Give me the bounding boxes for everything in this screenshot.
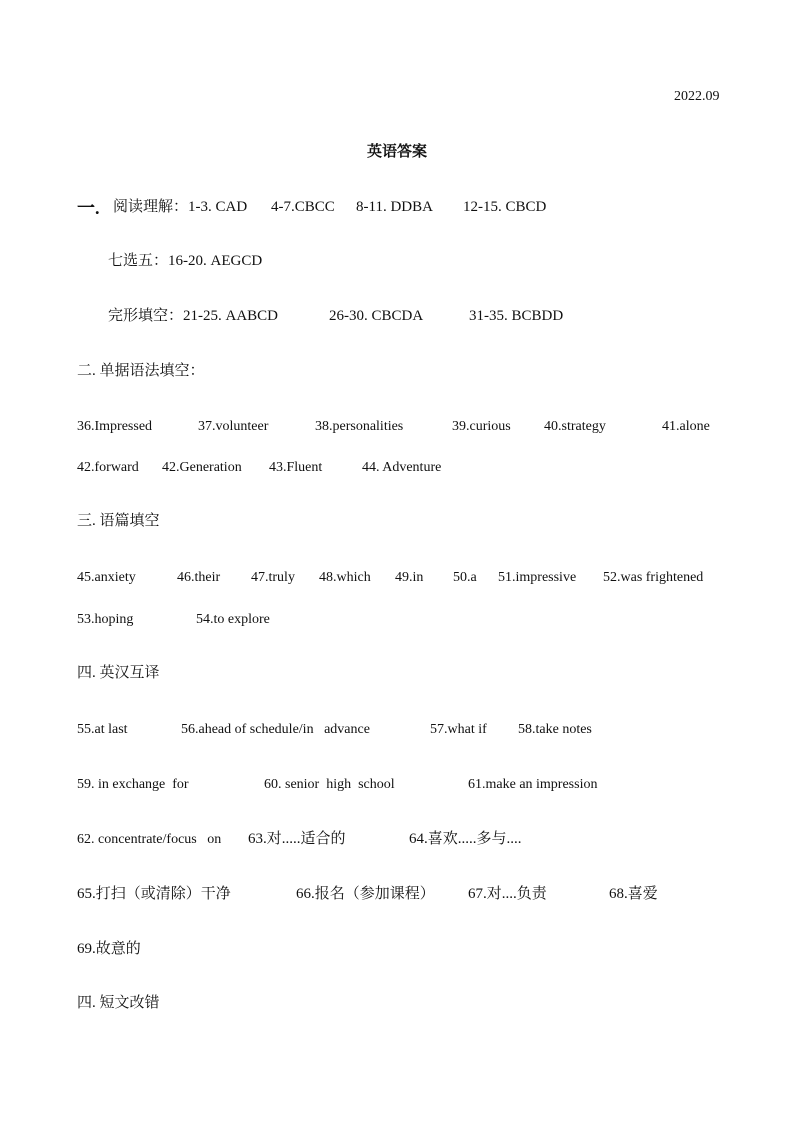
answer-item: 54.to explore	[196, 612, 270, 627]
reading-answers-1: 阅读理解：1-3. CAD	[113, 199, 248, 215]
answer-item: 66.报名（参加课程）	[296, 886, 435, 902]
answer-item: 62. concentrate/focus on	[77, 832, 222, 847]
reading-answers-4: 12-15. CBCD	[463, 199, 547, 215]
answer-item: 59. in exchange for	[77, 777, 189, 792]
answer-item: 64.喜欢.....多与....	[409, 831, 522, 847]
answer-item: 69.故意的	[77, 941, 141, 957]
answer-item: 51.impressive	[498, 570, 577, 585]
answer-item: 37.volunteer	[198, 419, 269, 434]
answer-item: 50.a	[453, 570, 477, 585]
answer-item: 60. senior high school	[264, 777, 395, 792]
cloze-answers-1: 完形填空：21-25. AABCD	[108, 308, 279, 324]
answer-item: 43.Fluent	[269, 460, 323, 475]
answer-item: 42.forward	[77, 460, 139, 475]
answer-item: 68.喜爱	[609, 886, 658, 902]
seven-choose-five-answers: 七选五：16-20. AEGCD	[108, 253, 263, 269]
answer-item: 47.truly	[251, 570, 295, 585]
answer-item: 49.in	[395, 570, 424, 585]
answer-item: 63.对.....适合的	[248, 831, 346, 847]
section-1-number: 一.	[77, 198, 100, 218]
section-3-heading: 三. 语篇填空	[77, 513, 160, 529]
answer-item: 36.Impressed	[77, 419, 153, 434]
document-date: 2022.09	[674, 89, 720, 104]
answer-item: 56.ahead of schedule/in advance	[181, 722, 370, 737]
answer-item: 42.Generation	[162, 460, 242, 475]
cloze-answers-3: 31-35. BCBDD	[469, 308, 564, 324]
answer-item: 52.was frightened	[603, 570, 704, 585]
answer-item: 40.strategy	[544, 419, 606, 434]
answer-item: 61.make an impression	[468, 777, 598, 792]
section-5-heading: 四. 短文改错	[77, 995, 160, 1011]
answer-item: 58.take notes	[518, 722, 592, 737]
answer-item: 38.personalities	[315, 419, 404, 434]
section-4-heading: 四. 英汉互译	[77, 665, 160, 681]
cloze-answers-2: 26-30. CBCDA	[329, 308, 424, 324]
page-title: 英语答案	[367, 144, 428, 160]
section-2-heading: 二. 单据语法填空：	[77, 363, 205, 379]
reading-answers-2: 4-7.CBCC	[271, 199, 335, 215]
reading-answers-3: 8-11. DDBA	[356, 199, 433, 215]
answer-item: 57.what if	[430, 722, 487, 737]
answer-item: 67.对....负责	[468, 886, 547, 902]
answer-item: 53.hoping	[77, 612, 134, 627]
answer-item: 55.at last	[77, 722, 128, 737]
answer-item: 45.anxiety	[77, 570, 136, 585]
answer-item: 65.打扫（或清除）干净	[77, 886, 231, 902]
answer-item: 41.alone	[662, 419, 710, 434]
answer-item: 44. Adventure	[362, 460, 442, 475]
answer-item: 46.their	[177, 570, 221, 585]
answer-item: 39.curious	[452, 419, 511, 434]
answer-item: 48.which	[319, 570, 371, 585]
